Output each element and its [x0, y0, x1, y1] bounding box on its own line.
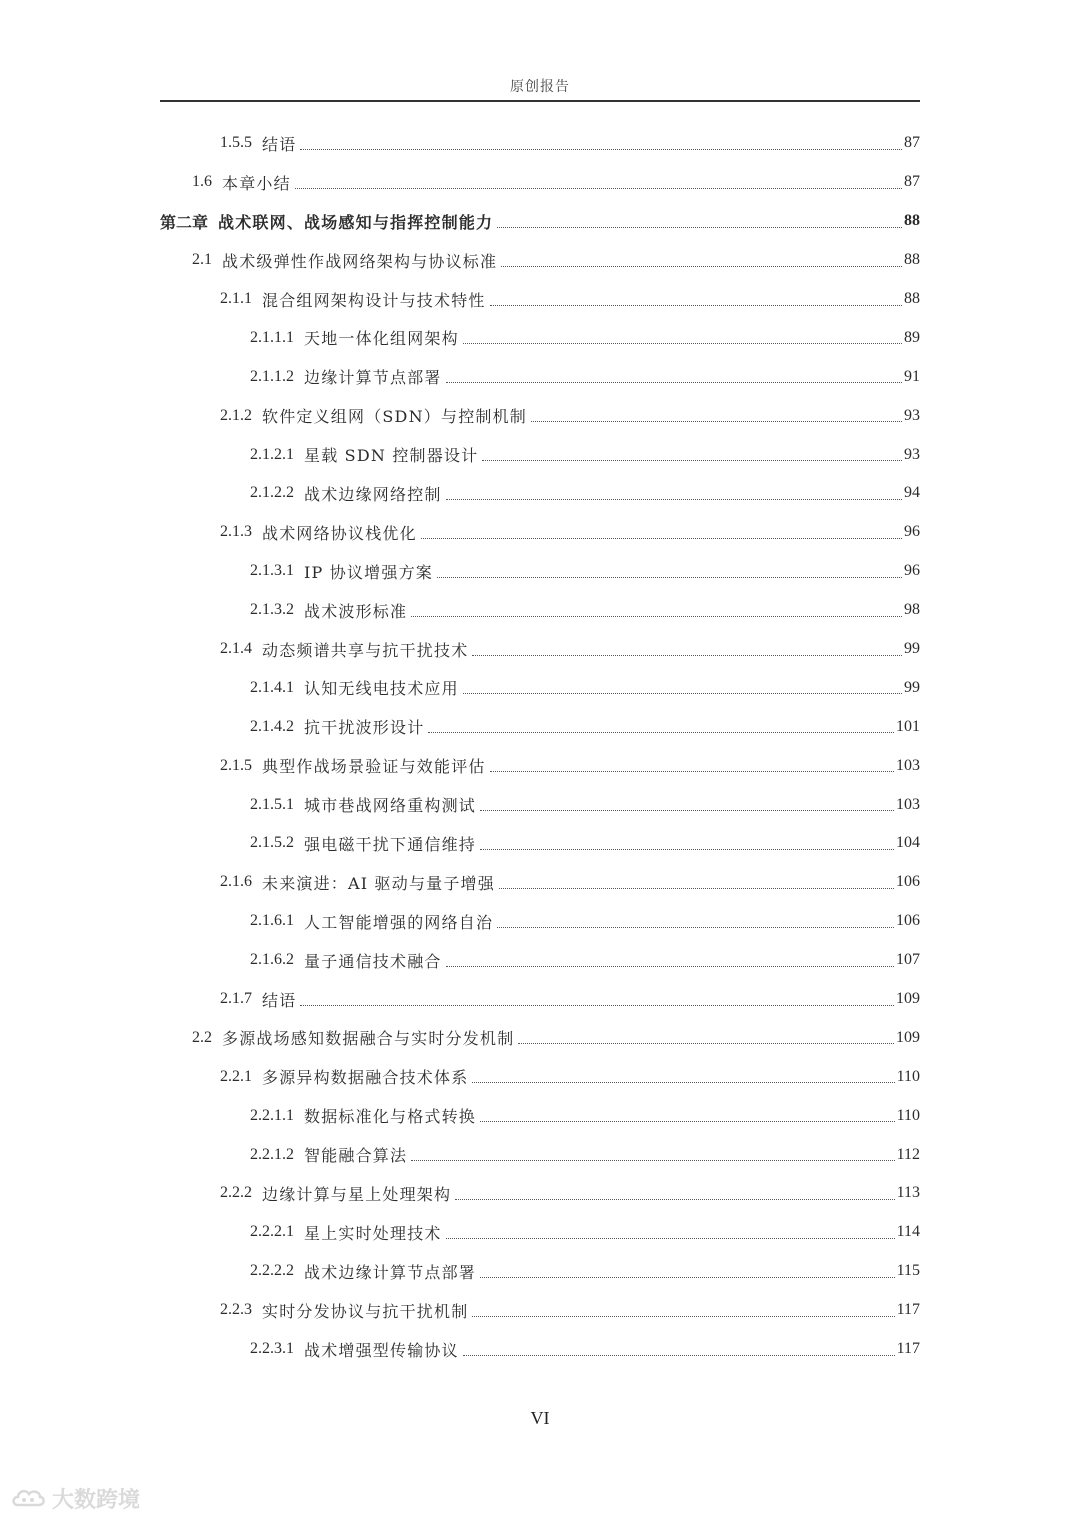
toc-entry[interactable]	[160, 980, 920, 1019]
toc-entry-page: 117	[896, 1301, 920, 1319]
toc-entry[interactable]	[160, 435, 920, 474]
toc-entry-title: 典型作战场景验证与效能评估	[262, 757, 486, 777]
toc-entry-number: 2.1.4.2	[250, 717, 294, 735]
toc-entry-title: 战术联网、战场感知与指挥控制能力	[218, 212, 494, 232]
toc-entry[interactable]	[160, 1174, 920, 1213]
toc-entry-page: 87	[904, 173, 920, 191]
toc-entry-number: 2.1.3.1	[250, 562, 294, 580]
toc-entry-number: 2.1.1.2	[250, 367, 294, 385]
toc-entry-number: 2.1.4.1	[250, 678, 294, 696]
toc-entry-title: 动态频谱共享与抗干扰技术	[262, 640, 469, 660]
toc-entry-page: 113	[896, 1184, 920, 1202]
toc-entry[interactable]	[160, 1018, 920, 1057]
toc-entry-number: 2.1.6	[220, 873, 252, 891]
toc-entry-title: 软件定义组网（SDN）与控制机制	[262, 407, 527, 427]
toc-entry-page: 115	[896, 1262, 920, 1280]
toc-entry[interactable]	[160, 318, 920, 357]
toc-dot-leader	[472, 655, 902, 656]
toc-entry-number: 2.2.1.2	[250, 1145, 294, 1163]
toc-entry-title: 人工智能增强的网络自治	[304, 912, 494, 932]
toc-entry-page: 96	[904, 523, 920, 541]
toc-entry-title: 天地一体化组网架构	[304, 329, 459, 349]
toc-entry-page: 89	[904, 328, 920, 346]
toc-entry-number: 第二章	[160, 214, 209, 232]
page-number: VI	[530, 1408, 550, 1428]
toc-dot-leader	[446, 1238, 895, 1239]
toc-dot-leader	[300, 1005, 894, 1006]
toc-entry-title: 战术级弹性作战网络架构与协议标准	[222, 251, 498, 271]
toc-dot-leader	[480, 849, 894, 850]
toc-entry-page: 104	[896, 834, 920, 852]
toc-entry-page: 101	[896, 717, 920, 735]
toc-entry-number: 2.2.1.1	[250, 1106, 294, 1124]
toc-entry-number: 2.1.1	[220, 290, 252, 307]
toc-entry-number: 2.1.1.1	[250, 328, 294, 346]
toc-entry-page: 88	[904, 212, 920, 230]
toc-entry[interactable]	[160, 1057, 920, 1096]
toc-entry-number: 2.1.7	[220, 990, 252, 1008]
toc-entry-number: 2.1.5.1	[250, 795, 294, 813]
toc-entry-number: 1.6	[192, 173, 212, 191]
toc-entry-title: 多源异构数据融合技术体系	[262, 1068, 469, 1088]
toc-entry[interactable]	[160, 163, 920, 202]
toc-entry-title: 量子通信技术融合	[304, 951, 442, 971]
toc-entry-title: 多源战场感知数据融合与实时分发机制	[222, 1029, 515, 1049]
toc-dot-leader	[497, 227, 902, 228]
toc-entry-title: 认知无线电技术应用	[304, 679, 459, 699]
toc-entry-number: 2.2.2	[220, 1184, 252, 1202]
toc-entry-title: 本章小结	[222, 173, 291, 193]
toc-entry[interactable]	[160, 357, 920, 396]
toc-dot-leader	[463, 343, 902, 344]
toc-entry-title: 未来演进：AI 驱动与量子增强	[262, 873, 495, 893]
toc-entry-title: 抗干扰波形设计	[304, 718, 425, 738]
toc-entry-page: 98	[904, 601, 920, 619]
toc-entry[interactable]	[160, 1096, 920, 1135]
toc-entry-page: 96	[904, 562, 920, 580]
toc-entry-page: 87	[904, 134, 920, 152]
toc-entry-title: 数据标准化与格式转换	[304, 1107, 477, 1127]
toc-entry-page: 103	[896, 756, 920, 774]
toc-dot-leader	[411, 1160, 894, 1161]
toc-entry-number: 2.1.2.1	[250, 445, 294, 463]
toc-entry-page: 93	[904, 445, 920, 463]
toc-entry-page: 88	[904, 251, 920, 269]
toc-dot-leader	[295, 188, 902, 189]
cloud-logo-icon	[10, 1485, 46, 1511]
toc-dot-leader	[518, 1043, 894, 1044]
toc-entry-title: 战术增强型传输协议	[304, 1340, 459, 1360]
toc-entry-title: 实时分发协议与抗干扰机制	[262, 1301, 469, 1321]
toc-dot-leader	[472, 1082, 894, 1083]
toc-entry-title: 城市巷战网络重构测试	[304, 796, 477, 816]
toc-entry[interactable]	[160, 630, 920, 669]
toc-entry[interactable]	[160, 1291, 920, 1330]
toc-dot-leader	[497, 927, 894, 928]
toc-entry-page: 99	[904, 640, 920, 658]
toc-entry[interactable]	[160, 591, 920, 630]
toc-entry-number: 2.2.1	[220, 1067, 252, 1085]
toc-entry-page: 109	[896, 1028, 920, 1046]
watermark	[10, 1478, 140, 1518]
toc-entry-title: 混合组网架构设计与技术特性	[262, 290, 486, 310]
toc-entry-page: 99	[904, 678, 920, 696]
toc-entry-number: 2.1.2	[220, 406, 252, 424]
toc-entry[interactable]	[160, 863, 920, 902]
page-header: 原创报告	[510, 79, 570, 95]
toc-entry[interactable]	[160, 1252, 920, 1291]
toc-entry-page: 106	[896, 912, 920, 930]
toc-entry[interactable]	[160, 513, 920, 552]
toc-dot-leader	[463, 693, 902, 694]
toc-entry[interactable]	[160, 474, 920, 513]
toc-dot-leader	[482, 460, 902, 461]
toc-dot-leader	[472, 1316, 894, 1317]
toc-dot-leader	[463, 1355, 895, 1356]
toc-dot-leader	[437, 577, 902, 578]
toc-entry-title: 战术网络协议栈优化	[262, 523, 417, 543]
toc-dot-leader	[490, 305, 902, 306]
toc-entry-title: 智能融合算法	[304, 1146, 408, 1166]
toc-dot-leader	[499, 888, 894, 889]
toc-dot-leader	[446, 499, 902, 500]
toc-entry[interactable]	[160, 1135, 920, 1174]
toc-entry-title: IP 协议增强方案	[304, 562, 433, 582]
watermark-text: 大数跨境	[52, 1487, 141, 1513]
toc-entry-title: 结语	[262, 134, 297, 154]
toc-entry-page: 114	[896, 1223, 920, 1241]
toc-entry-page: 107	[896, 951, 920, 969]
toc-entry[interactable]	[160, 746, 920, 785]
toc-dot-leader	[421, 538, 902, 539]
table-of-contents	[160, 124, 920, 1369]
toc-entry[interactable]	[160, 552, 920, 591]
toc-dot-leader	[455, 1199, 894, 1200]
toc-entry-number: 2.1.6.1	[250, 912, 294, 930]
toc-entry[interactable]	[160, 824, 920, 863]
toc-entry-number: 2.2.3	[220, 1301, 252, 1319]
toc-entry-number: 2.1.5	[220, 756, 252, 774]
toc-entry-page: 109	[896, 990, 920, 1008]
toc-entry-page: 117	[896, 1340, 920, 1358]
toc-entry-title: 星上实时处理技术	[304, 1223, 442, 1243]
toc-entry-number: 2.2.3.1	[250, 1340, 294, 1358]
toc-entry[interactable]	[160, 668, 920, 707]
toc-entry-number: 2.1.4	[220, 640, 252, 658]
toc-entry-title: 战术边缘计算节点部署	[304, 1262, 477, 1282]
toc-entry-page: 112	[896, 1145, 920, 1163]
toc-entry[interactable]	[160, 202, 920, 241]
toc-dot-leader	[531, 421, 902, 422]
toc-entry-title: 边缘计算与星上处理架构	[262, 1184, 452, 1204]
toc-entry-number: 2.1.5.2	[250, 834, 294, 852]
toc-dot-leader	[446, 966, 894, 967]
toc-dot-leader	[446, 382, 902, 383]
toc-entry[interactable]	[160, 124, 920, 163]
toc-entry-page: 91	[904, 367, 920, 385]
toc-dot-leader	[411, 616, 902, 617]
toc-entry-page: 93	[904, 406, 920, 424]
toc-dot-leader	[480, 1277, 895, 1278]
toc-entry-title: 强电磁干扰下通信维持	[304, 834, 477, 854]
toc-dot-leader	[501, 266, 902, 267]
toc-dot-leader	[490, 771, 894, 772]
toc-entry-number: 2.2.2.1	[250, 1223, 294, 1241]
toc-entry-number: 2.1.3.2	[250, 601, 294, 619]
toc-entry-number: 2.1	[192, 251, 212, 269]
toc-entry[interactable]	[160, 396, 920, 435]
toc-entry[interactable]	[160, 1330, 920, 1369]
toc-entry-page: 88	[904, 290, 920, 307]
toc-entry-number: 2.1.6.2	[250, 951, 294, 969]
toc-entry-page: 110	[896, 1067, 920, 1085]
toc-dot-leader	[480, 1121, 895, 1122]
toc-dot-leader	[428, 732, 894, 733]
toc-dot-leader	[300, 149, 902, 150]
toc-entry-number: 1.5.5	[220, 134, 252, 152]
toc-entry-number: 2.1.2.2	[250, 484, 294, 502]
toc-entry-title: 星载 SDN 控制器设计	[304, 446, 479, 466]
toc-entry-title: 边缘计算节点部署	[304, 368, 442, 388]
toc-dot-leader	[480, 810, 894, 811]
toc-entry[interactable]	[160, 902, 920, 941]
header-rule	[160, 100, 920, 102]
toc-entry[interactable]	[160, 707, 920, 746]
toc-entry[interactable]	[160, 280, 920, 319]
toc-entry-page: 110	[896, 1106, 920, 1124]
toc-entry-page: 103	[896, 795, 920, 813]
toc-entry-number: 2.2.2.2	[250, 1262, 294, 1280]
toc-entry[interactable]	[160, 241, 920, 280]
toc-entry-title: 战术边缘网络控制	[304, 484, 442, 504]
toc-entry-title: 战术波形标准	[304, 601, 408, 621]
toc-entry[interactable]	[160, 941, 920, 980]
toc-entry-page: 106	[896, 873, 920, 891]
toc-entry-title: 结语	[262, 990, 297, 1010]
toc-entry-number: 2.2	[192, 1028, 212, 1046]
toc-entry[interactable]	[160, 785, 920, 824]
toc-entry-number: 2.1.3	[220, 523, 252, 541]
toc-entry[interactable]	[160, 1213, 920, 1252]
toc-entry-page: 94	[904, 484, 920, 502]
